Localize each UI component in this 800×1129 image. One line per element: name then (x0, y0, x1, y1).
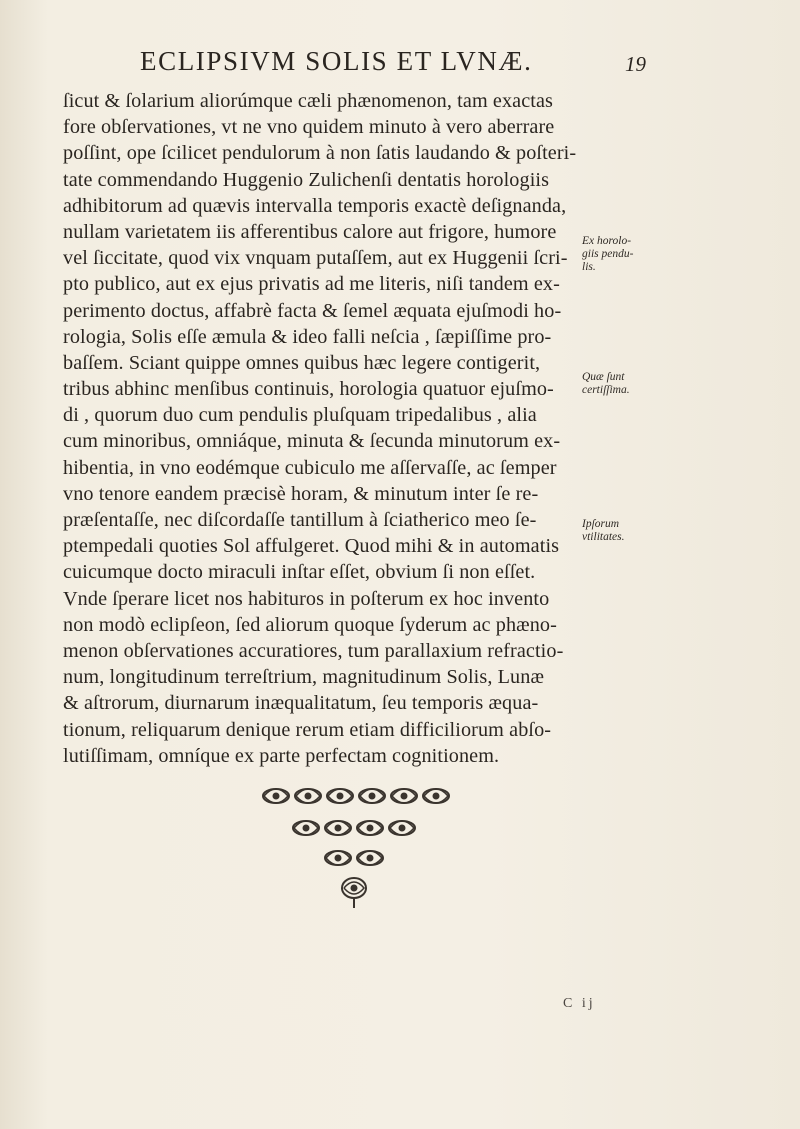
text-line: di , quorum duo cum pendulis pluſquam tripedalibus , alia (63, 404, 537, 427)
page-number: 19 (625, 52, 646, 76)
text-line: cuicumque docto miraculi inſtar eſſet, obvium ſi non eſſet. (63, 561, 536, 584)
text-line: lutiſſimam, omníque ex parte perfectam cognitionem. (63, 744, 500, 767)
text-line: & aſtrorum, diurnarum inæqualitatum, ſeu temporis æqua- (63, 692, 539, 715)
text-line: præſentaſſe, nec diſcordaſſe tantillum à ſciatherico meo ſe- (63, 509, 537, 531)
body-text (63, 88, 577, 769)
text-line: pto publico, aut ex ejus privatis ad me literis, niſi tandem ex- (63, 273, 560, 296)
text-line: poſſint, ope ſcilicet pendulorum à non ſatis laudando & poſteri- (63, 142, 577, 165)
text-line: vno tenore eandem præcisè horam, & minutum inter ſe re- (63, 482, 539, 505)
marginal-note-utilitates (582, 518, 624, 544)
text-line: Vnde ſperare licet nos habituros in poſterum ex hoc invento (63, 587, 550, 610)
marginal-note-line: vtilitates. (582, 531, 625, 543)
text-line: tribus abhinc menſibus continuis, horologia quatuor ejuſmo- (63, 378, 554, 401)
text-line: ſicut & ſolarium aliorúmque cæli phænomenon, tam exactas (63, 90, 553, 112)
text-line: baſſem. Sciant quippe omnes quibus hæc legere contigerit, (63, 351, 541, 374)
marginal-note-line: Quæ ſunt (582, 371, 625, 383)
text-line: adhibitorum ad quævis intervalla temporis exactè deſignanda, (63, 194, 567, 217)
text-line: vel ſiccitate, quod vix vnquam putaſſem, aut ex Huggenii ſcri- (63, 247, 568, 270)
text-line: tate commendando Huggenio Zulichenſi dentatis horologiis (63, 168, 550, 191)
marginal-note-certissima (582, 371, 630, 397)
text-line: nullam varietatem iis afferentibus calore aut frigore, humore (63, 220, 557, 243)
marginal-note-horologia (582, 235, 633, 274)
text-line: ptempedali quoties Sol affulgeret. Quod mihi & in automatis (63, 535, 560, 558)
ornament-icon (254, 780, 464, 915)
text-line: non modò eclipſeon, ſed aliorum quoque ſyderum ac phæno- (63, 613, 557, 636)
text-line: num, longitudinum terreſtrium, magnitudinum Solis, Lunæ (63, 666, 545, 689)
marginal-note-line: certiſſima. (582, 384, 630, 396)
text-line: rologia, Solis eſſe æmula & ideo falli neſcia , ſæpiſſime pro- (63, 325, 552, 348)
marginal-note-line: giis pendu- (582, 248, 634, 260)
text-line: hibentia, in vno eodémque cubiculo me aſſervaſſe, ac ſemper (63, 456, 557, 479)
text-line: tionum, reliquarum denique rerum etiam difficiliorum abſo- (63, 718, 552, 741)
text-line: perimento doctus, affabrè facta & ſemel æquata ejuſmodi ho- (63, 299, 562, 322)
signature-mark: C ij (563, 996, 596, 1011)
marginal-note-line: lis. (582, 261, 596, 273)
running-head: ECLIPSIVM SOLIS ET LVNÆ. (140, 46, 533, 76)
text-line: menon obſervationes accuratiores, tum parallaxium refractio- (63, 639, 564, 662)
marginal-note-line: Ipſorum (582, 518, 620, 530)
text-line: cum minoribus, omniáque, minuta & ſecunda minutorum ex- (63, 430, 561, 453)
text-line: fore obſervationes, vt ne vno quidem minuto à vero aberrare (63, 116, 555, 139)
marginal-note-line: Ex horolo- (582, 235, 632, 247)
